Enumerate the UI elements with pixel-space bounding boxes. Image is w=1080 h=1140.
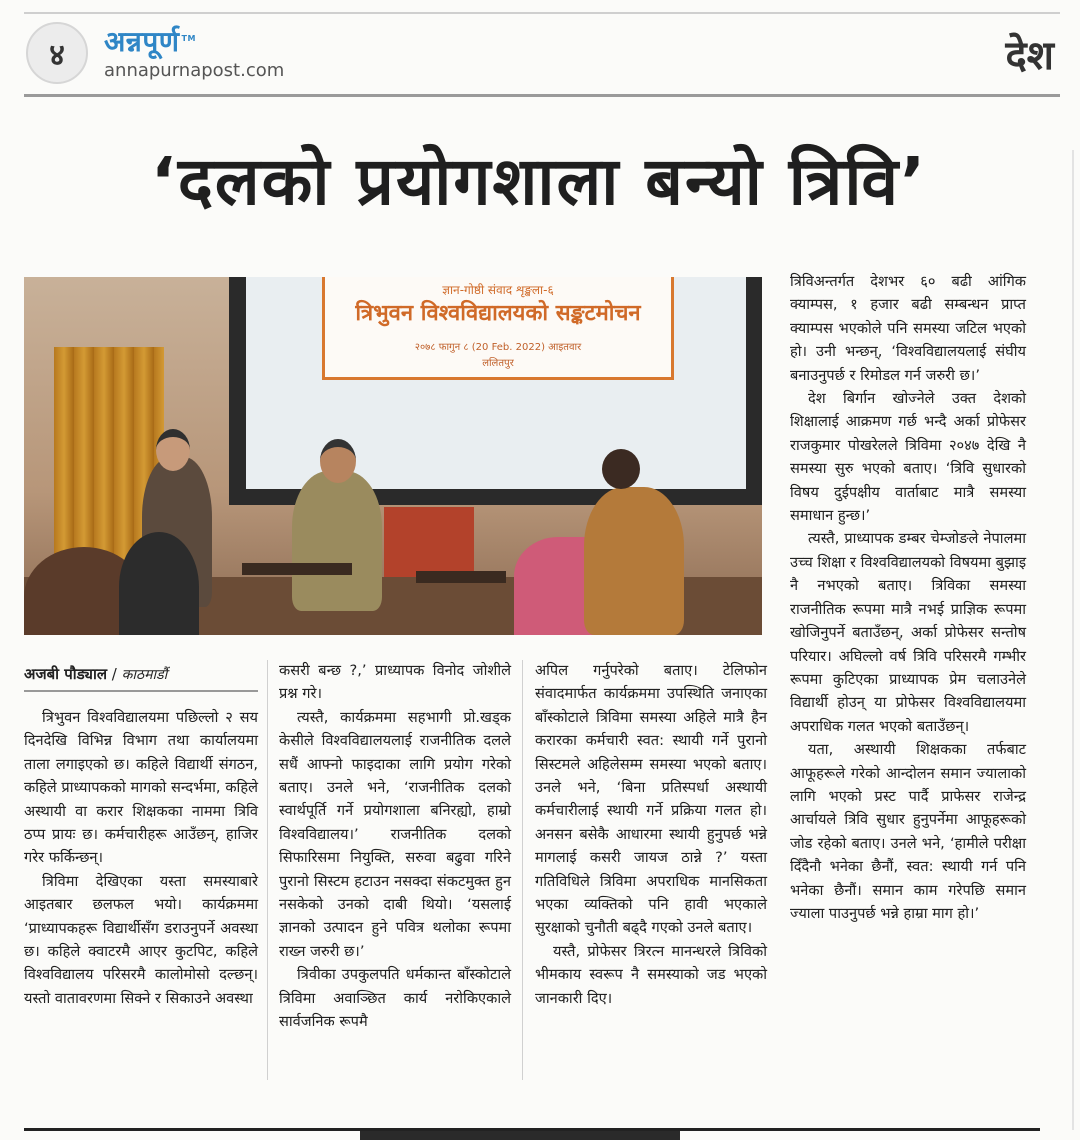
speaker-left-head [156,429,190,471]
article-photo [24,277,762,635]
banner-series: ज्ञान-गोष्ठी संवाद शृङ्खला-६ [442,283,554,297]
page-number-badge: ४ [26,22,88,84]
paragraph: त्रिभुवन विश्वविद्यालयमा पछिल्लो २ सय दिनदेखि विभिन्न विभाग तथा कार्यालयमा ताला लगाइएको छ। कहिले विद्यार्थी संगठन, कहिले प्राध्यापकको मागको सन्दर्भमा, कहिले अस्थायी वा करार शिक्षकका नाममा त्रिवि ठप्प प्रायः छ। कर्मचारीहरू आउँछन्, हाजिर गरेर फर्किन्छन्। [24,709,258,867]
banner-title: त्रिभुवन विश्वविद्यालयको सङ्कटमोचन [355,301,641,326]
event-banner [322,277,674,380]
paragraph: त्रिविमा देखिएका यस्ता समस्याबारे आइतबार छलफल भयो। कार्यक्रममा ‘प्राध्यापकहरू विद्यार्थीसँग डराउनुपर्ने अवस्था छ। कहिले क्वाटरमै आएर कुटपिट, कहिले विश्वविद्यालय परिसरमै कालोमोसो दल्छन्। यस्तो वातावरणमा सिक्ने र सिकाउने अवस्था [24,872,258,1007]
speaker-center [292,471,382,611]
page-edge [1072,150,1074,1130]
paragraph: अपिल गर्नुपरेको बताए। टेलिफोन संवादमार्फत कार्यक्रममा उपस्थिति जनाएका बाँस्कोटाले त्रिविमा समस्या अहिले मात्रै हैन करारका कर्मचारी स्वत: स्थायी गर्ने पुरानो सिस्टमले अहिलेसम्म समस्या भएको बताए। उनले भने, ‘बिना प्रतिस्पर्धा अस्थायी कर्मचारीलाई स्थायी गर्ने प्रक्रिया गलत हो। अनसन बसेकै आधारमा स्थायी हुनुपर्छ भन्ने मागलाई कसरी जायज ठान्ने ?’ यस्ता गतिविधिले त्रिविमा अपराधिक मानसिकता भएका व्यक्तिको पनि हावी भएकाले सुरक्षाको चुनौती बढ्दै गएको उनले बताए। [535,662,767,937]
paragraph: कसरी बन्छ ?,’ प्राध्यापक विनोद जोशीले प्रश्न गरे। [279,662,511,703]
article-column-2 [279,659,511,1034]
banner-date: २०७८ फागुन ८ (20 Feb. 2022) आइतवार [414,342,582,353]
banner-place: ललितपुर [482,358,514,369]
byline: अजबी पौड्याल / काठमाडौं [24,665,168,683]
logo-trademark: TM [181,33,196,43]
article-column-1 [24,706,258,1010]
article-column-3 [535,659,767,1010]
paragraph: त्यस्तै, कार्यक्रममा सहभागी प्रो.खड्क केसीले विश्वविद्यालयलाई राजनीतिक दलले सधैं आफ्नो फाइदाका लागि प्रयोग गरेको बताए। उनले भने, ‘राजनीतिक दलको स्वार्थपूर्ति गर्ने प्रयोगशाला बनिरह्यो, हाम्रो विश्वविद्यालय।’ राजनीतिक दलको सिफारिसमा नियुक्ति, सरुवा बढुवा गरिने पुरानो सिस्टम हटाउन नसक्दा संकटमुक्त हुन नसकेको उनको दाबी थियो। ‘यसलाई ज्ञानको उत्पादन हुने पवित्र थलोका रूपमा राख्न जरुरी छ।’ [279,708,511,960]
speaker-center-head [320,439,356,483]
column-divider [267,660,268,1080]
paragraph: यस्तै, प्रोफेसर त्रिरत्न मानन्धरले त्रिविको भीमकाय स्वरूप नै समस्याको जड भएको जानकारी दिए। [535,942,767,1007]
paragraph: देश बिर्गान खोज्नेले उक्त देशको शिक्षालाई आक्रमण गर्छ भन्दै अर्का प्रोफेसर राजकुमार पोखरेलले त्रिविमा २०४७ देखि नै समस्या सुरु भएको बताए। ‘त्रिवि सुधारको विषय दुईपक्षीय वार्ताबाट मात्रै समस्या समाधान हुन्छ।’ [790,390,1026,525]
speaker-right [584,487,684,635]
logo-text: अन्नपूर्ण [104,25,180,58]
paragraph: त्रिवीका उपकुलपति धर्मकान्त बाँस्कोटाले त्रिविमा अवाञ्छित कार्य नरोकिएकाले सार्वजनिक रूपमै [279,966,511,1031]
top-border [24,12,1060,14]
paragraph: त्रिविअन्तर्गत देशभर ६० बढी आंगिक क्याम्पस, १ हजार बढी सम्बन्धन प्राप्त क्याम्पस भएकोले पनि समस्या जटिल भएको हो। उनी भन्छन्, ‘विश्वविद्यालयलाई संघीय बनाउनुपर्छ र रिमोडल गर्न जरुरी छ।’ [790,273,1026,384]
section-label: देश [1005,33,1054,79]
dateline-location: काठमाडौं [121,667,168,683]
author-name: अजबी पौड्याल [24,665,108,683]
paragraph: त्यस्तै, प्राध्यापक डम्बर चेम्जोङले नेपालमा उच्च शिक्षा र विश्वविद्यालयको विषयमा बुझाइ नै नभएको बताए। त्रिविका समस्या राजनीतिक रूपमा मात्रै नभई प्राज्ञिक रूपमा खोजिनुपर्ने बताउँछन्, अर्का प्रोफेसर सन्तोष परियार। अघिल्लो वर्ष त्रिवि परिसरमै गम्भीर रूपमा कुटिएका प्राध्यापक प्रेम चलाउनेले विद्यार्थी होउन् या प्रोफेसर विश्वविद्यालयमा अपराधिक गलत भएको बताउँछन्। [790,530,1026,735]
byline-divider [24,690,258,692]
column-divider [522,660,523,1080]
article-headline: ‘दलको प्रयोगशाला बन्यो त्रिवि’ [150,143,928,220]
paragraph: यता, अस्थायी शिक्षकका तर्फबाट आफूहरूले गरेको आन्दोलन समान ज्यालाको लागि भएको प्रस्ट पार्दै प्राफेसर राजेन्द्र आर्चायले त्रिवि सुधार हुनुपर्नेमा आफूहरूको जोड रहेको बताए। उनले भने, ‘हामीले परीक्षा दिँदैनौ भनेका छैनौं, स्वत: स्थायी गर्न पनि भनेका छैनौं। समान काम गरेपछि समान ज्याला पाउनुपर्छ भन्ने हाम्रा माग हो।’ [790,741,1026,922]
speaker-right-head [602,449,640,489]
next-article-strip [360,1131,680,1140]
site-url: annapurnapost.com [104,60,285,81]
side-table-right [416,571,506,583]
audience-member [119,532,199,635]
header-divider [24,94,1060,97]
masthead-logo [104,22,196,60]
side-table-left [242,563,352,575]
article-column-4 [790,270,1026,925]
